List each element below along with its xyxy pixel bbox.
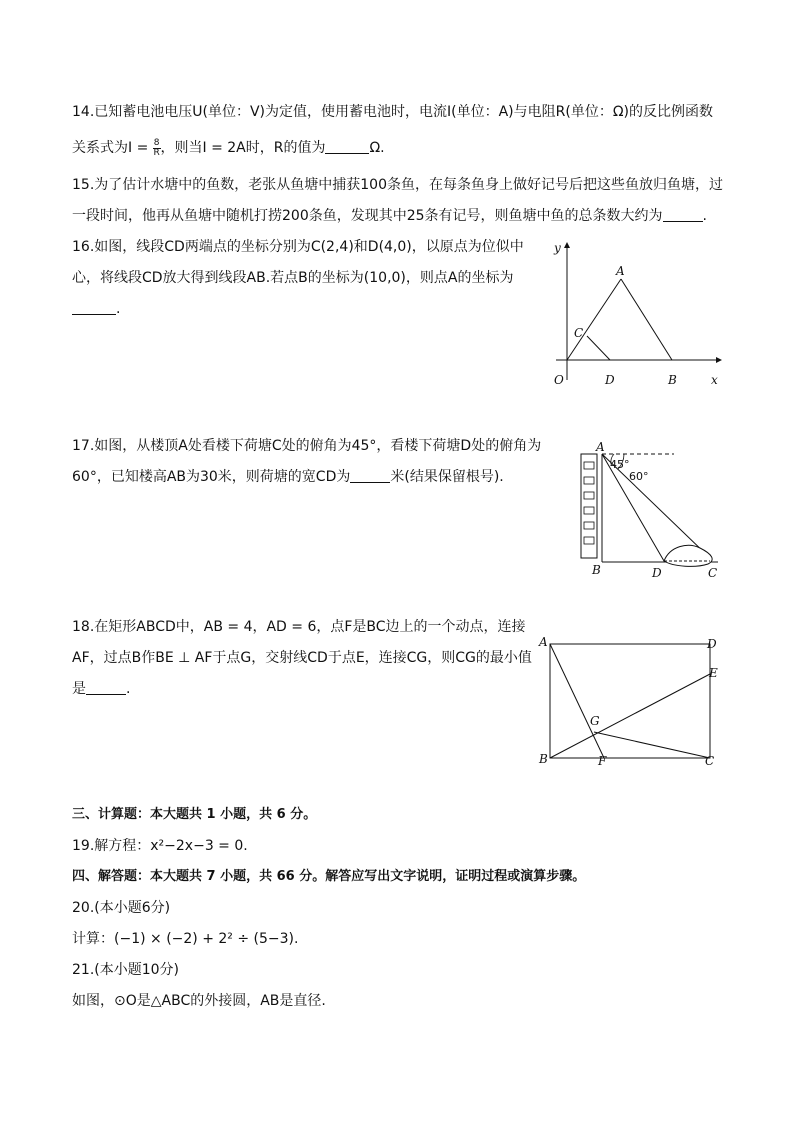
q18-label-g: G	[590, 714, 600, 728]
q16-text-post: .	[116, 301, 121, 317]
q16-label-x: x	[711, 373, 718, 387]
q20-heading: 20.(本小题6分)	[72, 900, 171, 916]
q21-heading: 21.(本小题10分)	[72, 962, 180, 978]
q16-label-a: A	[616, 264, 625, 278]
q18-label-b: B	[539, 752, 548, 766]
q18-label-e: E	[709, 666, 718, 680]
q18-label-d: D	[707, 637, 717, 651]
q17-answer-blank[interactable]	[350, 468, 390, 483]
section-4-heading: 四、解答题：本大题共 7 小题，共 66 分。解答应写出文字说明，证明过程或演算步骤。	[72, 869, 586, 884]
q17-label-c: C	[708, 566, 718, 580]
q18-line2: AF，过点B作BE ⊥ AF于点G，交射线CD于点E，连接CG，则CG的最小值	[72, 650, 532, 666]
q16-label-b: B	[668, 373, 677, 387]
q18-rectangle	[550, 644, 710, 758]
q16-x-arrow	[716, 357, 722, 363]
q17-angle-60: 60°	[629, 470, 649, 483]
q15-line2	[72, 206, 707, 226]
q16-line2: 心，将线段CD放大得到线段AB.若点B的坐标为(10,0)，则点A的坐标为	[72, 270, 514, 286]
q21-body: 如图，⊙O是△ABC的外接圆，AB是直径.	[72, 993, 326, 1009]
q16-answer-blank[interactable]	[72, 300, 116, 315]
q18-segment-af	[550, 644, 604, 758]
q18-segment-gc	[594, 732, 710, 758]
q16-line3	[72, 299, 120, 319]
q15-line1: 15.为了估计水塘中的鱼数，老张从鱼塘中捕获100条鱼，在每条鱼身上做好记号后把这些鱼放归鱼塘，过	[72, 177, 723, 193]
q20-body: 计算：(−1) × (−2) + 2² ÷ (5−3).	[72, 931, 299, 947]
q15-text-post: .	[702, 208, 707, 224]
q18-line3	[72, 679, 130, 699]
q18-segment-be	[550, 674, 710, 758]
q17-label-d: D	[652, 566, 662, 580]
q16-line1: 16.如图，线段CD两端点的坐标分别为C(2,4)和D(4,0)，以原点为位似中	[72, 239, 524, 255]
q18-text-post: .	[126, 681, 131, 697]
q18-line1: 18.在矩形ABCD中，AB = 4，AD = 6，点F是BC边上的一个动点，连接	[72, 619, 526, 635]
q15-answer-blank[interactable]	[663, 207, 703, 222]
q16-label-o: O	[554, 373, 564, 387]
q17-pond	[664, 545, 712, 566]
q16-label-c: C	[574, 326, 584, 340]
q14-text-post: Ω.	[369, 140, 385, 156]
q17-text: 60°，已知楼高AB为30米，则荷塘的宽CD为	[72, 469, 351, 485]
q14-line1: 14.已知蓄电池电压U(单位：V)为定值，使用蓄电池时，电流I(单位：A)与电阻R(单位：Ω)的反比例函数	[72, 104, 713, 120]
q16-segment-oa	[567, 279, 621, 360]
q18-label-a: A	[539, 635, 548, 649]
q14-text-pre: 关系式为I =	[72, 140, 153, 156]
q18-answer-blank[interactable]	[86, 680, 126, 695]
q17-figure	[578, 440, 728, 580]
q14-text-mid: ，则当I = 2A时，R的值为	[160, 140, 326, 156]
section-3-heading: 三、计算题：本大题共 1 小题，共 6 分。	[72, 807, 317, 822]
q14-fraction	[153, 139, 161, 158]
q17-text-post: 米(结果保留根号).	[390, 469, 504, 485]
q19-text: 19.解方程：x²−2x−3 = 0.	[72, 838, 248, 854]
q16-figure	[550, 238, 730, 388]
q14-answer-blank[interactable]	[325, 139, 369, 154]
q16-label-d: D	[605, 373, 615, 387]
q18-text-pre: 是	[72, 681, 86, 697]
q16-segment-ab	[621, 279, 672, 360]
q18-label-f: F	[598, 754, 607, 768]
q16-label-y: y	[554, 241, 561, 255]
q17-label-a: A	[596, 440, 605, 454]
q15-text: 一段时间，他再从鱼塘中随机打捞200条鱼，发现其中25条有记号，则鱼塘中鱼的总条数大约为	[72, 208, 663, 224]
q14-frac-den: R	[153, 147, 160, 158]
q18-figure	[536, 632, 726, 774]
q17-angle-45: 45°	[610, 458, 630, 471]
q17-line1: 17.如图，从楼顶A处看楼下荷塘C处的俯角为45°，看楼下荷塘D处的俯角为	[72, 438, 542, 454]
q17-building	[581, 454, 597, 558]
q16-y-arrow	[564, 242, 570, 248]
q14-frac-num: 8	[153, 137, 160, 148]
q16-segment-cd	[587, 336, 610, 360]
q14-line2	[72, 138, 385, 158]
q17-label-b: B	[592, 563, 601, 577]
q18-label-c: C	[705, 754, 715, 768]
q17-line2	[72, 467, 504, 487]
